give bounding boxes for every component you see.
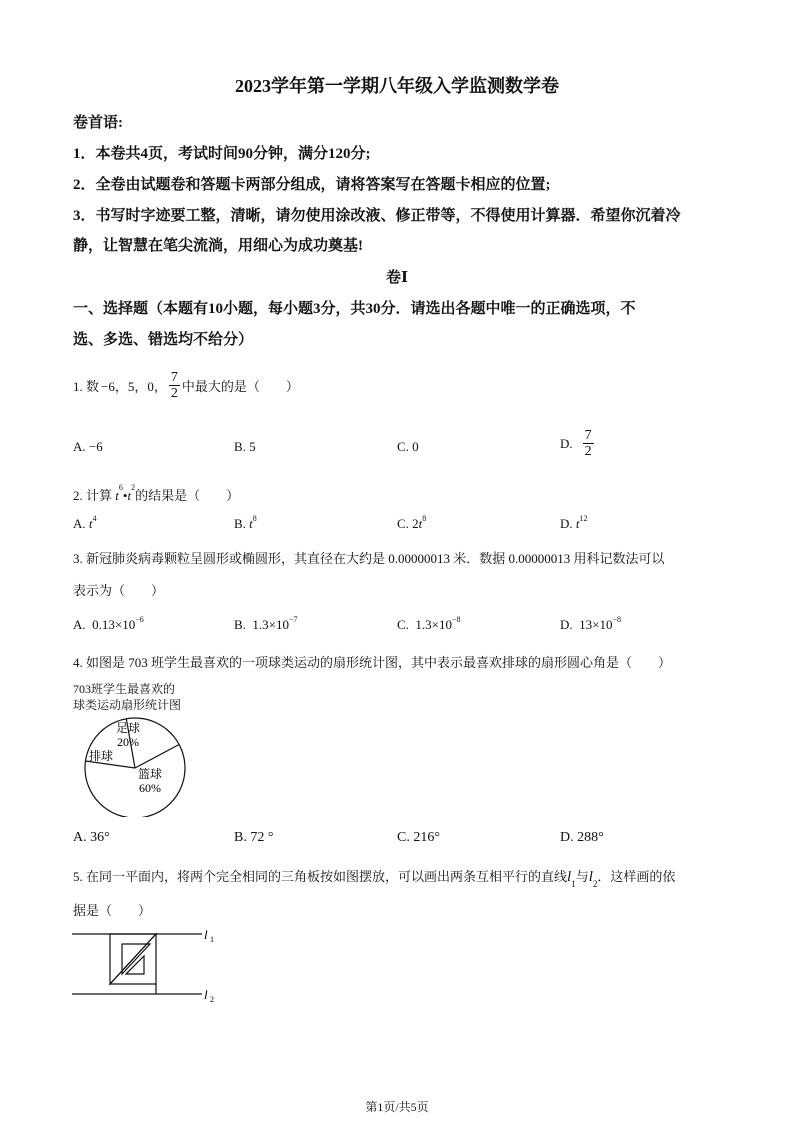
preface-item: 3．书写时字迹要工整，清晰，请勿使用涂改液、修正带等，不得使用计算器．希望你沉着冷 — [73, 208, 681, 224]
q1-frac-den: 2 — [170, 386, 178, 402]
pie-slice-label: 排球 — [88, 749, 114, 763]
q3-option-c — [397, 617, 461, 633]
triangle-lower-inner — [126, 956, 144, 974]
fig-l1-sub: 1 — [210, 935, 214, 944]
section-heading: 一、选择题（本题有10小题，每小题3分，共30分．请选出各题中唯一的正确选项，不 — [73, 301, 636, 317]
q5-l1: l — [567, 869, 572, 885]
q2-opt-exp: 8 — [422, 514, 427, 523]
chart-title-line-2: 球类运动扇形统计图 — [73, 698, 182, 712]
question-2 — [73, 485, 239, 504]
question-4: 4. 如图是 703 班学生最喜欢的一项球类运动的扇形统计图，其中表示最喜欢排球的扇形圆心角是（ ） — [73, 655, 672, 670]
q5-prefix: 5. 在同一平面内，将两个完全相同的三角板按如图摆放，可以画出两条互相平行的直线 — [73, 869, 568, 884]
question-5-cont: 据是（ ） — [73, 903, 152, 918]
q2-option-d — [560, 516, 588, 532]
q2-opt-label: C. 2 — [397, 516, 419, 531]
q2-option-c — [397, 516, 426, 532]
q3-opt-mantissa: 0.13×10 — [92, 617, 136, 632]
page-footer: 第1页/共5页 — [365, 1100, 429, 1114]
spacer — [156, 922, 196, 934]
q2-opt-base: t — [575, 516, 580, 531]
q4-option-c: C. 216° — [397, 830, 440, 845]
q2-opt-exp: 4 — [92, 514, 97, 523]
q3-option-a — [73, 617, 144, 633]
fig-l1-label: l — [204, 927, 208, 942]
q2-exp-1: 6 — [118, 483, 123, 492]
q3-opt-exp: −7 — [289, 615, 298, 624]
q1-numbers: −6，5，0， — [101, 379, 167, 395]
q1-suffix: 中最大的是（ ） — [181, 379, 299, 395]
q2-opt-base: t — [418, 516, 423, 531]
triangle-upper-inner — [122, 944, 150, 974]
page-title: 2023学年第一学期八年级入学监测数学卷 — [235, 76, 559, 96]
section-heading-cont: 选、多选、错选均不给分） — [73, 332, 254, 348]
q2-opt-label: D. — [560, 516, 576, 531]
pie-chart — [73, 712, 203, 817]
q5-l2-sub: 2 — [592, 879, 598, 889]
question-1 — [73, 370, 299, 402]
question-3-cont: 表示为（ ） — [73, 583, 165, 598]
q1-frac-num: 7 — [170, 370, 178, 385]
q2-dot: • — [122, 488, 128, 503]
q3-opt-exp: −8 — [452, 615, 461, 624]
q2-opt-exp: 12 — [579, 514, 588, 523]
q2-base-2: t — [127, 488, 132, 503]
q3-opt-label: A. — [73, 617, 86, 632]
question-3: 3. 新冠肺炎病毒颗粒呈圆形或椭圆形，其直径在大约是 0.00000013 米．数据 0.00000013 用科记数法可以 — [73, 551, 665, 566]
q3-opt-label: B. — [234, 617, 246, 632]
q2-option-a — [73, 516, 97, 532]
q3-opt-label: D. — [560, 617, 573, 632]
q5-mid: 与 — [575, 869, 589, 884]
q1-option-b: B. 5 — [234, 439, 256, 454]
q1-option-d-fraction — [583, 428, 594, 460]
q3-opt-mantissa: 1.3×10 — [252, 617, 290, 632]
q2-opt-base: t — [249, 516, 253, 531]
parallel-lines-figure — [70, 922, 230, 1007]
question-5 — [73, 866, 676, 889]
preface-item: 静，让智慧在笔尖流淌，用细心为成功奠基! — [73, 238, 363, 254]
q2-suffix: 的结果是（ ） — [135, 488, 240, 503]
q3-option-d — [560, 617, 621, 633]
q3-opt-mantissa: 13×10 — [579, 617, 613, 632]
q5-l1-sub: 1 — [571, 879, 576, 889]
q4-option-b: B. 72 ° — [234, 830, 274, 845]
triangle-lower — [110, 934, 156, 984]
q2-opt-exp: 8 — [252, 514, 257, 523]
q2-opt-label: A. — [73, 516, 89, 531]
preface-item: 1．本卷共4页，考试时间90分钟，满分120分; — [73, 146, 371, 162]
q1-option-d-label: D. — [560, 435, 573, 451]
q1-prefix: 1. 数 — [73, 379, 100, 395]
pie-slice-label: 足球 — [115, 721, 141, 735]
q1-d-frac-den: 2 — [584, 444, 592, 460]
q3-option-b — [234, 617, 298, 633]
q5-l2: l — [588, 869, 593, 885]
q3-opt-exp: −6 — [135, 615, 144, 624]
q2-opt-base: t — [88, 516, 93, 531]
pie-slice-percent: 20% — [117, 735, 139, 749]
q2-base-1: t — [115, 488, 119, 503]
q1-option-c: C. 0 — [397, 439, 419, 454]
q2-prefix: 2. 计算 — [73, 488, 116, 503]
q4-option-a: A. 36° — [73, 830, 110, 845]
pie-slice-boundary — [135, 745, 179, 769]
fig-l2-sub: 2 — [210, 995, 214, 1004]
pie-slice-label: 篮球 — [137, 767, 163, 781]
q1-option-a: A. −6 — [73, 439, 103, 454]
q2-option-b — [234, 516, 257, 532]
fig-l2-label: l — [204, 987, 208, 1002]
q2-exp-2: 2 — [131, 483, 136, 492]
pie-slice-percent: 60% — [139, 781, 161, 795]
volume-label: 卷Ⅰ — [385, 270, 409, 286]
chart-title-line-1: 703班学生最喜欢的 — [73, 682, 176, 696]
q2-opt-label: B. — [234, 516, 250, 531]
q3-opt-label: C. — [397, 617, 409, 632]
q3-opt-mantissa: 1.3×10 — [415, 617, 453, 632]
preface-item: 2．全卷由试题卷和答题卡两部分组成，请将答案写在答题卡相应的位置; — [73, 177, 551, 193]
q1-fraction — [169, 370, 180, 402]
q1-option-d — [560, 428, 594, 460]
q3-opt-exp: −8 — [612, 615, 621, 624]
q5-suffix: ．这样画的依 — [597, 869, 676, 884]
preface-heading: 卷首语: — [73, 115, 123, 131]
q4-option-d: D. 288° — [560, 830, 604, 845]
q1-d-frac-num: 7 — [584, 428, 592, 443]
